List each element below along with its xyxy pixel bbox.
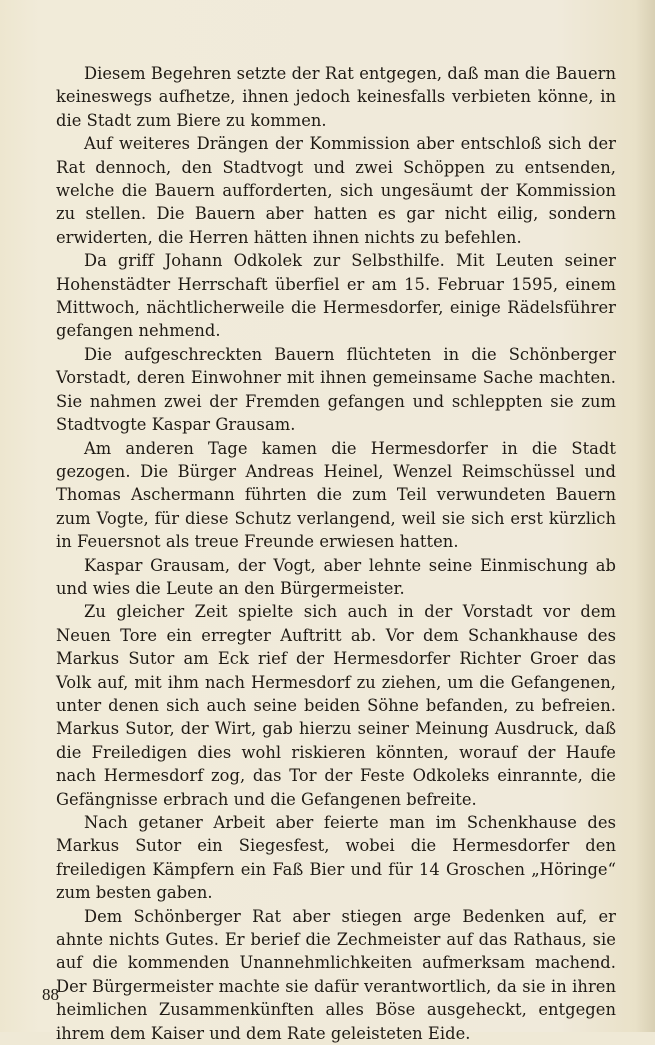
- paragraph-9: Dem Schönberger Rat aber stiegen arge Bedenken auf, er ahnte nichts Gutes. Er berief die Zechmeister auf das Rathaus, sie auf die kommenden Unannehmlichkeiten aufmerksam machend. Der Bürgermeister machte sie dafür verantwortlich, da sie in ihren heimlichen Zusammenkünften alles Böse ausgeheckt, entgegen ihrem dem Kaiser und dem Rate geleisteten Eide.: [56, 906, 616, 1043]
- page-number: 88: [42, 985, 59, 1004]
- paragraph-1: Diesem Begehren setzte der Rat entgegen, daß man die Bauern keineswegs aufhetze, ihnen jedoch keinesfalls verbieten könne, in die Stadt zum Biere zu kommen.: [56, 64, 616, 130]
- paragraph-6: Kaspar Grausam, der Vogt, aber lehnte seine Einmischung ab und wies die Leute an den Bürgermeister.: [56, 555, 616, 598]
- paragraph-2: Auf weiteres Drängen der Kommission aber entschloß sich der Rat dennoch, den Stadtvogt und zwei Schöppen zu entsenden, welche die Bauern aufforderten, sich ungesäumt der Kommission zu stellen. Die Bauern aber hatten es gar nicht eilig, sondern erwiderten, die Herren hätten ihnen nichts zu befehlen.: [56, 134, 616, 247]
- paragraph-3: Da griff Johann Odkolek zur Selbsthilfe. Mit Leuten seiner Hohenstädter Herrschaft überfiel er am 15. Februar 1595, einem Mittwoch, nächtlicherweile die Hermesdorfer, einige Rädelsführer gefangen nehmend.: [56, 251, 616, 341]
- paragraph-5: Am anderen Tage kamen die Hermesdorfer in die Stadt gezogen. Die Bürger Andreas Heinel, Wenzel Reimschüssel und Thomas Aschermann führten die zum Teil verwundeten Bauern zum Vogte, für diese Schutz verlangend, weil sie sich erst kürzlich in Feuersnot als treue Freunde erwiesen hatten.: [56, 438, 616, 552]
- paragraph-8: Nach getaner Arbeit aber feierte man im Schenkhause des Markus Sutor ein Siegesfest, wobei die Hermesdorfer den freiledigen Kämpfern ein Faß Bier und für 14 Groschen „Höringe“ zum besten gaben.: [56, 813, 616, 903]
- body-text: [56, 62, 616, 1045]
- paragraph-7: Zu gleicher Zeit spielte sich auch in der Vorstadt vor dem Neuen Tore ein erregter Auftritt ab. Vor dem Schankhause des Markus Sutor am Eck rief der Hermesdorfer Richter Groer das Volk auf, mit ihm nach Hermesdorf zu ziehen, um die Gefangenen, unter denen sich auch seine beiden Söhne befanden, zu befreien. Markus Sutor, der Wirt, gab hierzu seiner Meinung Ausdruck, daß die Freiledigen dies wohl riskieren könnten, worauf der Haufe nach Hermesdorf zog, das Tor der Feste Odkoleks einrannte, die Gefängnisse erbrach und die Gefangenen befreite.: [56, 602, 616, 809]
- paragraph-4: Die aufgeschreckten Bauern flüchteten in die Schönberger Vorstadt, deren Einwohner mit ihnen gemeinsame Sache machten. Sie nahmen zwei der Fremden gefangen und schleppten sie zum Stadtvogte Kaspar Grausam.: [56, 344, 616, 435]
